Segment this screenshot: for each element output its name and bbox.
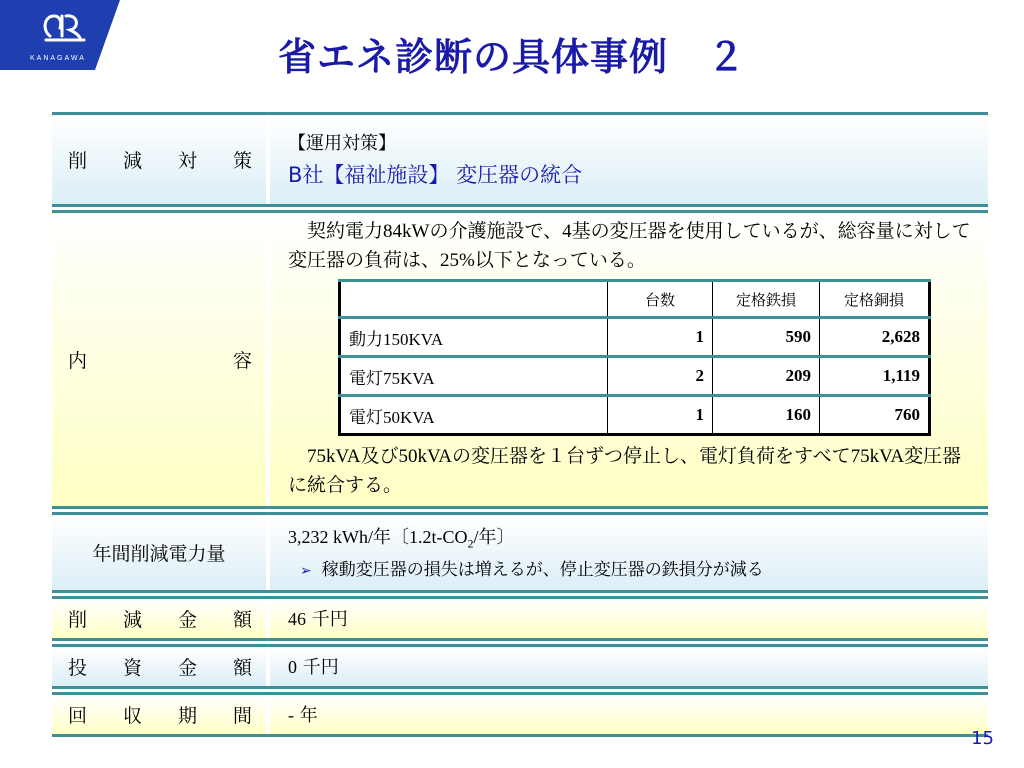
row-payback bbox=[52, 694, 988, 736]
label-payback: 回 収 期 間 bbox=[52, 694, 266, 736]
content-paragraph-1: 契約電力84kWの介護施設で、4基の変圧器を使用しているが、総容量に対して変圧器の負荷は、25%以下となっている。 bbox=[288, 220, 971, 271]
value-investment: 0 千円 bbox=[270, 646, 988, 688]
label-measure: 削 減 対 策 bbox=[52, 114, 266, 206]
page-number: 15 bbox=[971, 728, 994, 749]
row-content bbox=[52, 212, 988, 508]
content-paragraph-2: 75kVA及び50kVAの変圧器を１台ずつ停止し、電灯負荷をすべて75kVA変圧器に統合する。 bbox=[288, 445, 962, 496]
value-annual-savings bbox=[270, 514, 988, 592]
row-savings-amount bbox=[52, 598, 988, 640]
transformer-table bbox=[338, 279, 931, 436]
diagnosis-table bbox=[52, 112, 988, 737]
svg-text:KANAGAWA: KANAGAWA bbox=[30, 55, 86, 62]
value-content bbox=[270, 212, 988, 508]
arrow-bullet-icon: ➢ bbox=[300, 563, 312, 580]
row-measure bbox=[52, 114, 988, 206]
measure-company: B社【福祉施設】 変圧器の統合 bbox=[288, 162, 583, 187]
annual-savings-note: ➢ 稼動変圧器の損失は増えるが、停止変圧器の鉄損分が減る bbox=[300, 560, 764, 581]
table-row: 電灯75KVA 2 209 1,119 bbox=[340, 357, 930, 396]
value-savings-amount: 46 千円 bbox=[270, 598, 988, 640]
table-row: 電灯50KVA 1 160 760 bbox=[340, 396, 930, 435]
label-investment: 投 資 金 額 bbox=[52, 646, 266, 688]
label-content: 内 容 bbox=[52, 212, 266, 508]
label-annual-savings: 年間削減電力量 bbox=[52, 514, 266, 592]
value-payback: - 年 bbox=[270, 694, 988, 736]
annual-savings-value: 3,232 kWh/年〔$1.2t-CO_2/$年〕 bbox=[288, 526, 515, 551]
row-annual-savings bbox=[52, 514, 988, 592]
page-title: 省エネ診断の具体事例 ２ bbox=[277, 35, 746, 79]
table-row: 動力150KVA 1 590 2,628 bbox=[340, 318, 930, 357]
value-measure bbox=[270, 114, 988, 206]
label-savings-amount: 削 減 金 額 bbox=[52, 598, 266, 640]
measure-category: 【運用対策】 bbox=[288, 132, 396, 154]
transformer-table-header: 台数 定格鉄損 定格銅損 bbox=[340, 281, 930, 318]
row-investment bbox=[52, 646, 988, 688]
